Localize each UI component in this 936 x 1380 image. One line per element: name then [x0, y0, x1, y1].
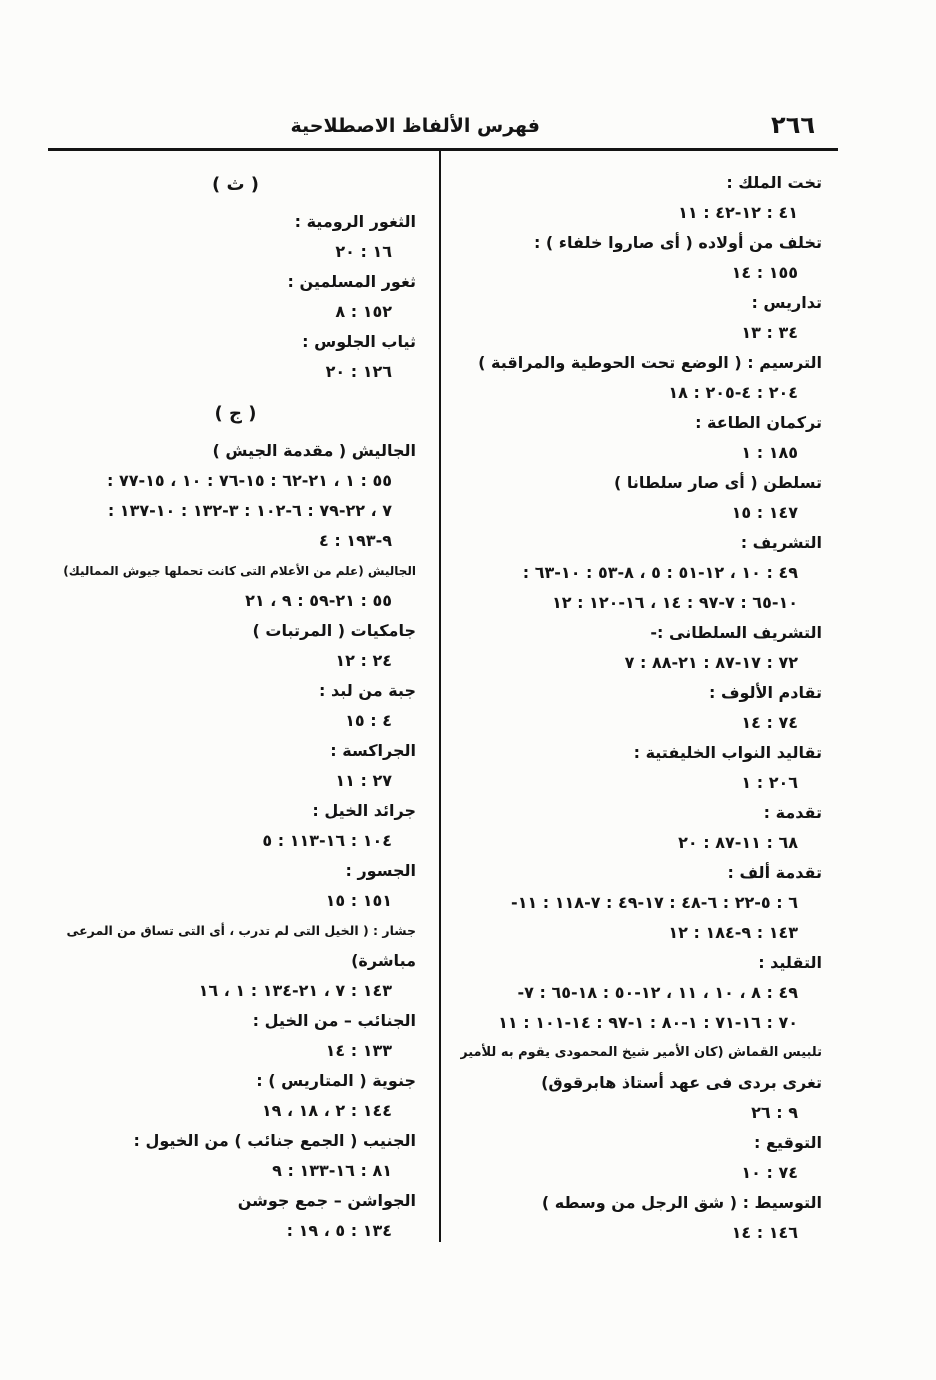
entry-term: التشريف السلطانى :-: [650, 623, 822, 642]
index-entry: [460, 948, 822, 1038]
index-entry: [55, 1066, 416, 1126]
entry-term: التقليد :: [758, 953, 822, 972]
entry-references: ١٢٦ : ٢٠: [325, 362, 392, 381]
entry-references: ٤١ : ١٢-٤٢ : ١١: [678, 203, 798, 222]
entry-references: ١٣٣ : ١٤: [325, 1041, 392, 1060]
entry-references: ٥٥ : ٢١-٥٩ : ٩ ، ٢١: [245, 591, 392, 610]
entry-references: ٧٤ : ١٤: [741, 713, 798, 732]
entry-references: ٧٠ : ١٦-٧١ : ١-٨٠ : ١-٩٧ : ١٤-١٠١ : ١١: [498, 1013, 798, 1032]
entry-term: الجاليش ( مقدمة الجيش ): [212, 441, 416, 460]
entry-term: الجراكسة :: [330, 741, 416, 760]
index-entry: [55, 207, 416, 267]
index-entry: [460, 798, 822, 858]
index-entry: [55, 1186, 416, 1246]
entry-term: الجاليش (علم من الأعلام التى كانت تحملها جيوش المماليك): [63, 564, 416, 578]
column-divider: [439, 150, 441, 1242]
entry-references: ٢٧ : ١١: [335, 771, 392, 790]
index-entry: [460, 618, 822, 678]
index-entry: [460, 468, 822, 528]
right-column: [460, 168, 822, 1248]
entry-references: ٢٤ : ١٢: [335, 651, 392, 670]
entry-term: تسلطن ( أى صار سلطانا ): [614, 473, 822, 492]
entry-references: ٧٢ : ١٧-٨٧ : ٢١-٨٨ : ٧: [624, 653, 798, 672]
page-number: ٢٦٦: [771, 111, 815, 139]
entry-references: ٧٤ : ١٠: [741, 1163, 798, 1182]
entry-term: تخت الملك :: [726, 173, 822, 192]
entry-term: الجنيب ( الجمع جنائب ) من الخيول :: [133, 1131, 416, 1150]
index-entry: [55, 1126, 416, 1186]
entry-references: ١٠٤ : ١٦-١١٣ : ٥: [262, 831, 392, 850]
entry-term: التوقيع :: [754, 1133, 822, 1152]
entry-term: التشريف :: [740, 533, 822, 552]
entry-references: ٥٥ : ١ ، ٢١-٦٢ : ١٥-٧٦ : ١٠ ، ١٥-٧٧ :: [107, 471, 392, 490]
entry-term: جنوية ( المتاريس ) :: [256, 1071, 416, 1090]
entry-term: الترسيم : ( الوضع تحت الحوطية والمراقبة ): [478, 353, 822, 372]
entry-references: ٦ : ٥-٢٢ : ٦-٤٨ : ١٧-٤٩ : ٧-١١٨ : ١١-: [511, 893, 798, 912]
index-entry: [460, 1038, 822, 1128]
entry-references: ١٤٤ : ٢ ، ١٨ ، ١٩: [261, 1101, 392, 1120]
entry-term: ثغور المسلمين :: [287, 272, 416, 291]
entry-references: ١٥٢ : ٨: [335, 302, 392, 321]
index-entry: [55, 676, 416, 736]
entry-references: ٩-١٩٣ : ٤: [318, 531, 392, 550]
entry-term: تركمان الطاعة :: [695, 413, 822, 432]
entry-term: الجواشن – جمع جوشن: [237, 1191, 416, 1210]
entry-references: ١٤٦ : ١٤: [731, 1223, 798, 1242]
index-entry: [55, 736, 416, 796]
entry-references: ١٣٤ : ٥ ، ١٩ :: [286, 1221, 392, 1240]
index-entry: [55, 1006, 416, 1066]
index-entry: [55, 616, 416, 676]
index-entry: [55, 327, 416, 387]
entry-term: مباشرة): [351, 951, 416, 970]
index-entry: [460, 858, 822, 948]
entry-term: الجسور :: [345, 861, 416, 880]
entry-term: جبة من لبد :: [319, 681, 416, 700]
index-entry: [460, 1128, 822, 1188]
header-rule: [48, 148, 838, 151]
page-title: فهرس الألفاظ الاصطلاحية: [290, 115, 540, 137]
index-entry: [55, 267, 416, 327]
section-letter-heading: ( ج ): [214, 403, 257, 424]
entry-references: ١٤٧ : ١٥: [731, 503, 798, 522]
letter-section: [55, 168, 416, 387]
entry-references: ٢٠٦ : ١: [741, 773, 798, 792]
entry-term: جامكيات ( المرتبات ): [252, 621, 416, 640]
entry-term: تخلف من أولاده ( أى صاروا خلفاء ) :: [533, 233, 822, 252]
entry-term: التوسيط : ( شق الرجل من وسطه ): [541, 1193, 822, 1212]
entry-term: تداريس :: [751, 293, 822, 312]
index-entry: [460, 738, 822, 798]
index-entry: [55, 436, 416, 556]
left-column: [55, 168, 416, 1246]
index-entry: [55, 916, 416, 1006]
entry-term: جرائد الخيل :: [312, 801, 416, 820]
index-entry: [460, 408, 822, 468]
entry-references: ١٤٣ : ٩-١٨٤ : ١٢: [668, 923, 798, 942]
entry-term: تغرى بردى فى عهد أستاذ هابرقوق): [541, 1073, 822, 1092]
index-entry: [460, 528, 822, 618]
entry-references: ٩ : ٢٦: [751, 1103, 798, 1122]
entry-references: ١٦ : ٢٠: [335, 242, 392, 261]
entry-term: الثغور الرومية :: [294, 212, 416, 231]
entry-references: ١٨٥ : ١: [741, 443, 798, 462]
entry-references: ٣٤ : ١٣: [741, 323, 798, 342]
letter-section: [55, 397, 416, 1246]
entry-term: تقدمة :: [763, 803, 822, 822]
entry-term: تقدمة ألف :: [727, 863, 822, 882]
entry-term: جشار : ( الخيل التى لم تدرب ، أى التى تساق من المرعى: [66, 923, 416, 938]
section-letter-heading: ( ث ): [211, 174, 260, 195]
entry-references: ١٥١ : ١٥: [325, 891, 392, 910]
entry-references: ٤٩ : ١٠ ، ١٢-٥١ : ٥ ، ٨-٥٣ : ١٠-٦٣ :: [522, 563, 798, 582]
index-entry: [460, 228, 822, 288]
entry-references: ١٥٥ : ١٤: [731, 263, 798, 282]
entry-term: تقادم الألوف :: [708, 683, 822, 702]
index-entry: [460, 348, 822, 408]
index-entry: [55, 556, 416, 616]
index-entry: [460, 1188, 822, 1248]
entry-term: تقاليد النواب الخليفتية :: [633, 743, 822, 762]
entry-references: ٢٠٤ : ٤-٢٠٥ : ١٨: [668, 383, 798, 402]
index-entry: [460, 168, 822, 228]
entry-references: ٧ ، ٢٢-٧٩ : ٦-١٠٢ : ٣-١٣٢ : ١٠-١٣٧ :: [107, 501, 392, 520]
index-entry: [55, 856, 416, 916]
index-entry: [460, 678, 822, 738]
entry-references: ١٤٣ : ٧ ، ٢١-١٣٤ : ١ ، ١٦: [198, 981, 392, 1000]
entry-references: ٨١ : ١٦-١٣٣ : ٩: [272, 1161, 392, 1180]
entry-references: ٤٩ : ٨ ، ١٠ ، ١١ ، ١٢-٥٠ : ١٨-٦٥ : ٧-: [517, 983, 798, 1002]
entry-term: ثياب الجلوس :: [302, 332, 416, 351]
entry-term: تلبيس القماش (كان الأمير شيخ المحمودى يقوم به للأمير: [460, 1045, 822, 1060]
entry-references: ٤ : ١٥: [345, 711, 392, 730]
entry-references: ٦٨ : ١١-٨٧ : ٢٠: [678, 833, 798, 852]
entry-references: ١٠-٦٥ : ٧-٩٧ : ١٤ ، ١٦-١٢٠ : ١٢: [551, 593, 798, 612]
entry-term: الجنائب – من الخيل :: [252, 1011, 416, 1030]
index-entry: [460, 288, 822, 348]
index-entry: [55, 796, 416, 856]
